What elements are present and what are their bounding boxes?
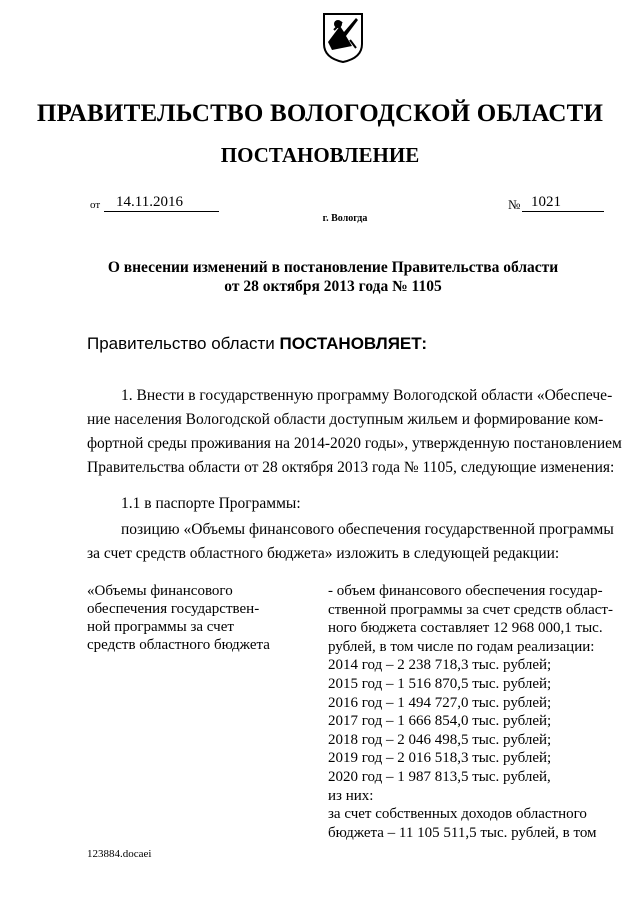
table-right-line: бюджета – 11 105 511,5 тыс. рублей, в том	[328, 824, 597, 841]
table-right-line: - объем финансового обеспечения государ-	[328, 583, 603, 599]
date-label: от	[90, 199, 101, 211]
subject-line: от 28 октября 2013 года № 1105	[224, 278, 442, 295]
document-type: ПОСТАНОВЛЕНИЕ	[220, 143, 420, 167]
document-date: 14.11.2016	[104, 194, 219, 212]
table-right-line: 2015 год – 1 516 870,5 тыс. рублей;	[328, 675, 552, 692]
table-left-line: «Объемы финансового	[87, 583, 233, 599]
table-position-value	[328, 582, 613, 842]
document-number: 1021	[522, 194, 604, 212]
table-right-line: ного бюджета составляет 12 968 000,1 тыс.	[328, 620, 603, 637]
paragraph-line: 1.1 в паспорте Программы:	[121, 495, 301, 512]
file-code: 123884.docaei	[87, 848, 152, 860]
table-right-line: из них:	[328, 787, 374, 804]
city: г. Вологда	[322, 213, 368, 224]
number-label: №	[508, 197, 521, 212]
table-left-line: средств областного бюджета	[87, 637, 270, 653]
paragraph-2	[121, 492, 637, 516]
paragraph-3	[87, 518, 614, 566]
table-left-line: ной программы за счет	[87, 619, 234, 635]
table-right-line: 2019 год – 2 016 518,3 тыс. рублей;	[328, 750, 552, 767]
paragraph-line: за счет средств областного бюджета» изложить в следующей редакции:	[87, 545, 560, 562]
subject-line: О внесении изменений в постановление Правительства области	[107, 259, 559, 276]
table-left-line: обеспечения государствен-	[87, 601, 260, 617]
paragraph-line: Правительства области от 28 октября 2013 года № 1105, следующие изменения:	[87, 459, 615, 476]
table-right-line: рублей, в том числе по годам реализации:	[328, 638, 595, 655]
paragraph-line: 1. Внести в государственную программу Вологодской области «Обеспече-	[121, 387, 613, 404]
paragraph-line: фортной среды проживания на 2014-2020 годы», утвержденную постановлением	[87, 435, 622, 452]
document-subject	[0, 258, 640, 296]
table-right-line: ственной программы за счет средств област-	[328, 601, 613, 618]
government-title: ПРАВИТЕЛЬСТВО ВОЛОГОДСКОЙ ОБЛАСТИ	[36, 100, 604, 127]
coat-of-arms-emblem	[322, 12, 364, 64]
table-position-label	[87, 582, 297, 654]
paragraph-line: позицию «Объемы финансового обеспечения государственной программы	[121, 521, 614, 538]
table-right-line: 2016 год – 1 494 727,0 тыс. рублей;	[328, 694, 552, 711]
resolution-keyword: ПОСТАНОВЛЯЕТ:	[279, 334, 428, 353]
table-right-line: 2020 год – 1 987 813,5 тыс. рублей,	[328, 768, 551, 785]
paragraph-line: ние населения Вологодской области доступным жильем и формирование ком-	[87, 411, 604, 428]
resolution-prefix: Правительство области	[87, 334, 280, 353]
table-right-line: 2017 год – 1 666 854,0 тыс. рублей;	[328, 713, 552, 730]
table-right-line: 2014 год – 2 238 718,3 тыс. рублей;	[328, 657, 552, 674]
table-right-line: 2018 год – 2 046 498,5 тыс. рублей;	[328, 731, 552, 748]
table-right-line: за счет собственных доходов областного	[328, 806, 587, 823]
paragraph-1	[87, 384, 622, 480]
resolution-statement	[87, 334, 427, 354]
